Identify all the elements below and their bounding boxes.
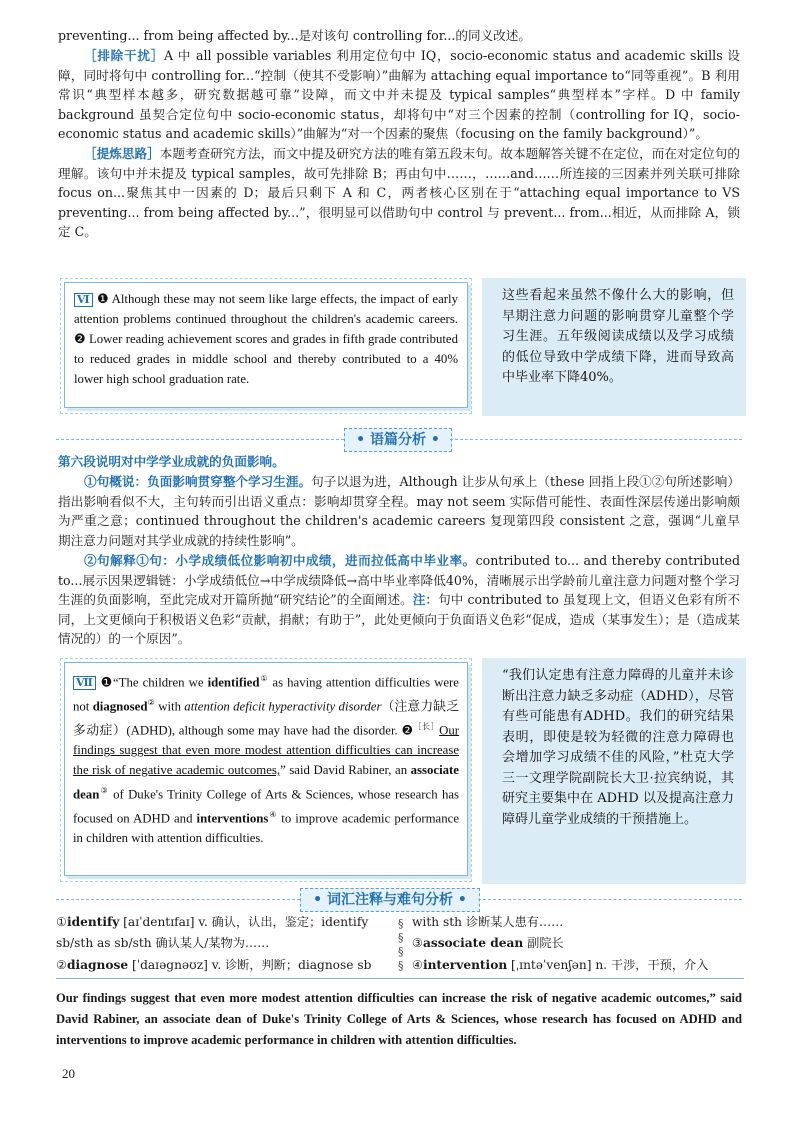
exclude-paragraph <box>58 46 740 144</box>
vocab2-definition: [ˈdaɪəgnəʊz] v. 诊断，判断；diagnose sb <box>128 958 372 972</box>
section2-line-right <box>478 899 742 901</box>
section-vocabulary <box>0 888 800 912</box>
word-diagnosed: diagnosed <box>92 699 148 714</box>
vocab4-number: ④ <box>412 958 423 972</box>
word-interventions-mark: ④ <box>268 809 278 819</box>
analysis-point1-text: 句子以退为进，Although 让步从句承上（these 回指上段①②句所述影响）指出影响看似不大，主句转而引出语义重点：影响却贯穿全程。may not seem 实际借可能性、表面性深层传递出影响颇为严重之意；continued throughout the children's academic careers 复现第四段 consistent 之意，强调“儿童早期注意力问题对其学业成就的持续性影响”。 <box>58 474 740 548</box>
vocab1-definition: [aɪˈdentɪfaɪ] v. 确认，认出，鉴定；identify sb/sth as sb/sth 确认某人/某物为…… <box>56 915 369 950</box>
box2-s2-part-b: of Duke's Trinity College of Arts & Sciences, whose research has focused on ADHD and <box>73 787 460 826</box>
summary-divider <box>56 978 744 979</box>
analysis-point2 <box>58 551 740 649</box>
box1-num2: ❷ <box>74 332 86 346</box>
word-associate-dean: associate dean <box>73 762 459 802</box>
word-diagnosed-mark: ② <box>147 698 155 708</box>
box2-underlined-sentence: Our findings suggest that even more modest attention difficulties can increase the risk of negative academic outcomes, <box>73 723 460 777</box>
page-number: 20 <box>62 1066 75 1081</box>
analysis-intro <box>58 452 740 472</box>
difficult-sentence: Our findings suggest that even more modest attention difficulties can increase the risk of negative academic outcomes,” said David Rabiner, an associate dean of Duke's Trinity College of Arts & Sciences, whose research has focused on ADHD and interventions to improve academic performance in children with attention difficulties. <box>56 991 742 1047</box>
box1-english <box>64 282 468 408</box>
analysis-point2-head: ②句解释①句：小学成绩低位影响初中成绩，进而拉低高中毕业率。 <box>84 553 476 568</box>
exclude-text: A 中 all possible variables 利用定位句中 IQ，socio-economic status and academic skills 设障，同时将句中 controlling for...“控制（使其不受影响）”曲解为 attaching equal importance to“同等重视”。B 利用常识“典型样本越多，研究数据越可靠”设障，而文中并未提及 typical samples“典型样本”字样。D 中 family background 虽契合定位句中 socio-economic status，却将句中“对三个因素的控制（controlling for IQ，socio-economic status and academic skills）”曲解为“对一个因素的聚焦（focusing on the family background）”。 <box>58 48 740 142</box>
brace-separator: § § § § <box>398 917 404 972</box>
section2-line-left <box>56 899 300 901</box>
refine-tag: ［提炼思路］ <box>84 146 160 161</box>
vocab-item-diagnose <box>56 955 396 976</box>
note-label: 注： <box>412 592 439 608</box>
refine-text: 本题考查研究方法，而文中提及研究方法的唯有第五段末句。故本题解答关键不在定位，而在对定位句的理解。该句中并未提及 typical samples，故可先排除 B；再由句中……，……and……所连接的三因素并列关联可排除 focus on...聚焦其中一因素的 D；最后只剩下 A 和 C，两者核心区别在于“attaching equal importance to VS preventing... from being affected by...”，很明显可以借助句中 control 与 prevent... from...相近，从而排除 A，锁定 C。 <box>58 146 741 240</box>
section1-line-left <box>56 439 344 441</box>
vocab-item-identify <box>56 912 396 954</box>
analysis-point1 <box>58 472 740 550</box>
long-sentence-mark: ［长］ <box>413 722 440 732</box>
note-text: 句中 contributed to 虽复现上文，但语义色彩有所不同，上文更倾向于积极语义色彩“贡献，捐献；有助于”，此处更倾向于负面语义色彩“促成，造成（某事发生）；是（造成某情况的）的一个原因”。 <box>58 592 740 647</box>
vocab1-number: ① <box>56 915 67 929</box>
vocab3-word: associate dean <box>422 936 524 950</box>
analysis-point1-head: ①句概说：负面影响贯穿整个学习生涯。 <box>84 474 312 489</box>
box2-chinese <box>482 658 746 884</box>
vocab2-word: diagnose <box>66 958 129 972</box>
box2-num2: ❷ <box>401 723 414 738</box>
box2-chinese-text: “我们认定患有注意力障碍的儿童并未诊断出注意力缺乏多动症（ADHD），尽管有些可能患有ADHD。我们的研究结果表明，即使是较为轻微的注意力障碍也会增加学习成绩不佳的风险，”杜克大学三一文理学院副院长大卫·拉宾纳说，其研究主要集中在 ADHD 以及提高注意力障碍儿童学业成绩的干预措施上。 <box>502 668 734 827</box>
section-discourse-analysis <box>0 428 800 452</box>
box2-s2-part-a: ” said David Rabiner, an <box>280 762 411 777</box>
analysis-intro-text: 第六段说明对中学学业成就的负面影响。 <box>58 454 285 469</box>
box2-s1-part-b: as having attention difficulties were not <box>73 675 459 714</box>
vocab2-continuation: with sth 诊断某人患有…… <box>412 915 564 929</box>
analysis-point2-text: contributed to... and thereby contributed to...展示因果逻辑链：小学成绩低位→中学成绩降低→高中毕业率降低40%，清晰展示出学龄前儿童注意力问题对整个学习生涯的负面影响，至此完成对开篇所抛“研究结论”的全面阐述。 <box>58 553 741 608</box>
vocab3-number: ③ <box>412 936 423 950</box>
word-associate-dean-mark: ③ <box>99 785 109 795</box>
vocab2-number: ② <box>56 958 67 972</box>
box1-sentence1: Although these may not seem like large effects, the impact of early attention problems continued throughout the children's academic careers. <box>74 292 458 326</box>
word-identified: identified <box>207 675 260 690</box>
box2-s1-part-d: （注意力缺乏多动症）(ADHD), although some may have had the disorder. <box>73 699 460 738</box>
word-identified-mark: ① <box>259 674 269 683</box>
vocab-item-intervention <box>412 955 742 976</box>
box1-num1: ❶ <box>96 292 109 306</box>
box1-sentence2: Lower reading achievement scores and grades in fifth grade contributed to reduced grades in middle school and thereby contributed to a 40% lower high school graduation rate. <box>74 332 458 386</box>
box1-paragraph-tag: Ⅵ <box>74 293 93 307</box>
box1-chinese <box>482 278 746 416</box>
vocab3-definition: 副院长 <box>523 936 564 950</box>
vocab1-word: identify <box>66 915 120 929</box>
box2-s2-part-c: to improve academic performance in children with attention difficulties. <box>73 811 459 845</box>
section2-title: • 词汇注释与难句分析 • <box>300 888 480 912</box>
adhd-term: attention deficit hyperactivity disorder <box>184 699 382 714</box>
refine-paragraph <box>58 144 740 242</box>
top-line-text: preventing... from being affected by...是对该句 controlling for...的同义改述。 <box>58 28 531 43</box>
word-interventions: interventions <box>196 811 269 826</box>
box2-paragraph-tag: Ⅶ <box>73 676 96 690</box>
vocab-item-associate-dean <box>412 933 742 954</box>
section1-title: • 语篇分析 • <box>344 428 452 452</box>
vocab4-word: intervention <box>422 958 508 972</box>
section1-line-right <box>450 439 742 441</box>
box2-s1-part-a: “The children we <box>112 675 208 690</box>
vocab-item-diagnose-continued <box>412 912 742 933</box>
box2-s1-part-c: with <box>154 699 185 714</box>
box2-english <box>64 662 468 876</box>
exclude-tag: ［排除干扰］ <box>84 48 165 63</box>
box1-chinese-text: 这些看起来虽然不像什么大的影响，但早期注意力问题的影响贯穿儿童整个学习生涯。五年级阅读成绩以及学习成绩的低位导致中学成绩下降，进而导致高中毕业率下降40%。 <box>502 288 734 385</box>
box2-num1: ❶ <box>99 675 113 690</box>
top-line <box>58 26 740 46</box>
vocab4-definition: [ˌɪntəˈvenʃən] n. 干涉，干预，介入 <box>507 958 709 972</box>
